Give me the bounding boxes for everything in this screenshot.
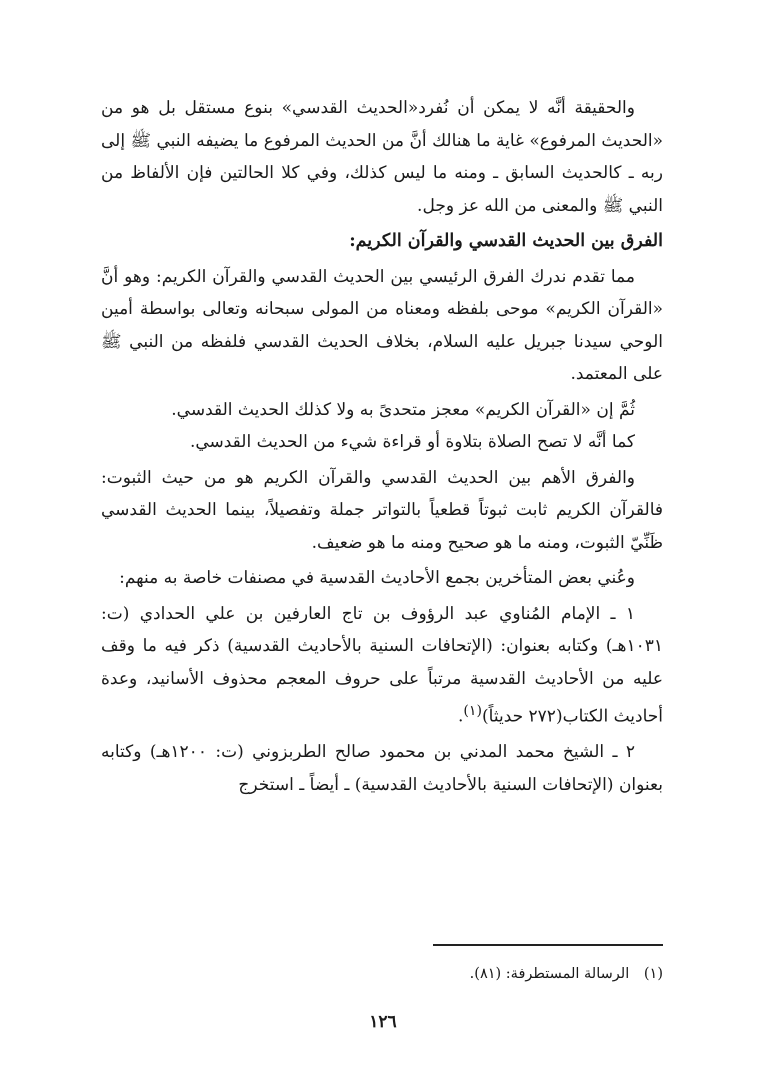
- footnote: [101, 966, 663, 982]
- footnote-divider: [433, 944, 663, 946]
- list-item-munawi-end: .: [457, 706, 464, 727]
- list-item-munawi: [101, 598, 663, 734]
- page-number: ١٢٦: [369, 1012, 397, 1032]
- paragraph-compilers: وعُني بعض المتأخرين بجمع الأحاديث القدسية في مصنفات خاصة به منهم:: [119, 568, 635, 588]
- footnote-reference[interactable]: (١): [463, 703, 483, 719]
- footnote-text: الرسالة المستطرفة: (٨١).: [469, 966, 630, 982]
- paragraph-authenticity: والفرق الأهم بين الحديث القدسي والقرآن الكريم هو من حيث الثبوت: فالقرآن الكريم ثابت ثبوتاً قطعياً بالتواتر جملة وتفصيلاً، بينما الحديث القدسي ظَنِّيّ الثبوت، ومنه ما هو صحيح ومنه ما هو ضعيف.: [101, 467, 664, 553]
- list-item-munawi-text: ١ ـ الإمام المُناوي عبد الرؤوف بن تاج العارفين بن علي الحدادي (ت: ١٠٣١هـ) وكتابه بعنوان: (الإتحافات السنية بالأحاديث القدسية) ذكر فيه ما وقف عليه من الأحاديث القدسية مرتباً على حروف المعجم محذوف الأسانيد، وعدة أحاديث الكتاب(٢٧٢ حديثاً): [101, 603, 663, 727]
- paragraph-prayer: كما أنَّه لا تصح الصلاة بتلاوة أو قراءة شيء من الحديث القدسي.: [189, 432, 635, 452]
- paragraph-intro: والحقيقة أنَّه لا يمكن أن نُفرد«الحديث القدسي» بنوع مستقل بل هو من «الحديث المرفوع» غاية ما هنالك أنَّ من الحديث المرفوع ما يضيفه النبي ﷺ إلى ربه ـ كالحديث السابق ـ ومنه ما ليس كذلك، وفي كلا الحالتين فإن الألفاظ من النبي ﷺ والمعنى من الله عز وجل.: [101, 98, 663, 216]
- paragraph-difference: مما تقدم ندرك الفرق الرئيسي بين الحديث القدسي والقرآن الكريم: وهو أنَّ «القرآن الكريم» موحى بلفظه ومعناه من المولى سبحانه وتعالى بواسطة أمين الوحي سيدنا جبريل عليه السلام، بخلاف الحديث القدسي فلفظه من النبي ﷺ على المعتمد.: [101, 266, 663, 384]
- body-text: [101, 92, 663, 801]
- paragraph-miracle: ثُمَّ إن «القرآن الكريم» معجز متحدىً به ولا كذلك الحديث القدسي.: [171, 399, 635, 420]
- list-item-tarabzuni: ٢ ـ الشيخ محمد المدني بن محمود صالح الطربزوني (ت: ١٢٠٠هـ) وكتابه بعنوان (الإتحافات السنية بالأحاديث القدسية) ـ أيضاً ـ استخرج: [101, 742, 663, 795]
- footnote-number: (١): [643, 966, 663, 982]
- section-heading: الفرق بين الحديث القدسي والقرآن الكريم:: [349, 231, 663, 251]
